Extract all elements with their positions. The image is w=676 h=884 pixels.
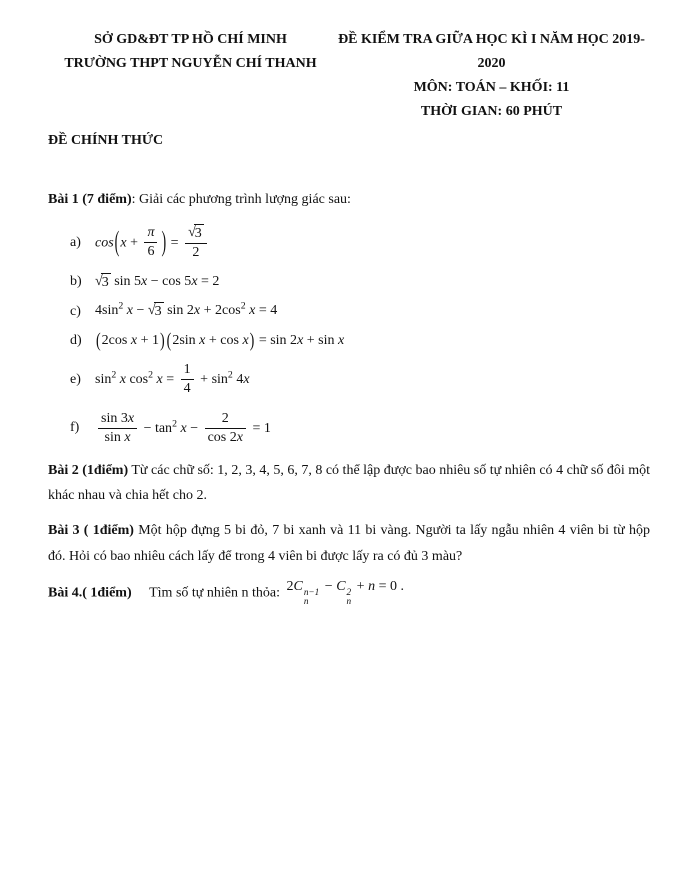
problem-3-text: Một hộp đựng 5 bi đỏ, 7 bi xanh và 11 bi vàng. Người ta lấy ngẫu nhiên 4 viên bi từ hộp đó. Hỏi có bao nhiêu cách lấy để trong 4 viên bi được lấy ra có đủ 3 màu? (48, 523, 650, 564)
math-t: sin 5 (110, 273, 142, 289)
math-t: − (132, 303, 148, 319)
math-sup: 2 (172, 417, 177, 429)
department-name: SỞ GD&ĐT TP HỒ CHÍ MINH (94, 32, 287, 47)
math-v: x (236, 429, 243, 445)
math-t: − (321, 578, 337, 594)
math-big: ( (114, 227, 120, 258)
math-v: x (127, 410, 135, 426)
equation-label: e) (70, 371, 81, 387)
math-t: 4sin (95, 303, 119, 319)
math-t: + 2cos (200, 303, 241, 319)
math-t: = (167, 234, 183, 250)
exam-subject: MÔN: TOÁN – KHỐI: 11 (413, 80, 570, 96)
math-v: x (126, 303, 133, 319)
equation-label: b) (70, 274, 82, 290)
equation-row-b (70, 273, 650, 292)
math-t: + 1 (137, 332, 159, 348)
problem-3 (48, 518, 650, 568)
equation-math (95, 302, 277, 321)
equation-row-a (70, 224, 650, 262)
math-v: cos (95, 234, 114, 250)
equation-row-f (70, 410, 650, 447)
math-sqrt: √ 3 (95, 273, 109, 290)
math-sqrt: √ 3 (188, 224, 204, 243)
equation-row-e (70, 361, 650, 398)
math-t: 6 (147, 244, 155, 260)
math-v: x (338, 332, 345, 348)
math-ss: n−1 n (303, 586, 320, 607)
math-t: + (353, 578, 369, 594)
math-t: = (162, 372, 178, 388)
math-t: = 2 (197, 273, 220, 289)
math-v: x (119, 372, 126, 388)
school-header (48, 28, 333, 124)
equation-math (95, 361, 250, 398)
math-v: x (249, 303, 256, 319)
math-t: − cos 5 (147, 273, 192, 289)
math-t: + sin (303, 332, 339, 348)
math-big: ) (249, 330, 255, 352)
math-big: ( (166, 330, 172, 352)
math-t: 3 (101, 274, 109, 290)
math-t: cos 2 (207, 429, 237, 445)
math-frac (185, 224, 207, 262)
math-t: = 1 (248, 420, 271, 436)
equation-math (95, 332, 344, 350)
official-exam-label: ĐỀ CHÍNH THỨC (48, 133, 164, 149)
math-t: − tan (140, 420, 173, 436)
problem-4-math (286, 579, 404, 607)
math-t: = 4 (255, 303, 278, 319)
math-t: 2sin (172, 332, 200, 348)
exam-title: ĐỀ KIỂM TRA GIỮA HỌC KÌ I NĂM HỌC 2019-2020 (338, 32, 645, 72)
math-big: ( (96, 330, 101, 352)
math-v: x (120, 234, 127, 250)
math-sqrt: √ 3 (147, 303, 162, 320)
math-v: x (156, 372, 163, 388)
school-name: TRƯỜNG THPT NGUYỄN CHÍ THANH (64, 56, 317, 72)
math-sup: 2 (227, 369, 233, 381)
math-v: C (293, 578, 303, 594)
exam-title-block (333, 28, 650, 124)
math-t: sin (104, 429, 125, 445)
math-v: x (141, 273, 148, 289)
math-t: 3 (154, 304, 162, 320)
math-v: n (368, 578, 376, 594)
math-frac (181, 361, 194, 398)
problem-3-label: Bài 3 ( 1điểm) (48, 523, 134, 539)
math-v: x (180, 420, 187, 436)
math-frac (98, 410, 137, 447)
math-t: = 0 . (375, 578, 404, 594)
problem-4 (48, 579, 650, 607)
math-v: π (147, 225, 155, 240)
math-sup: 2 (240, 300, 246, 312)
math-t: + cos (205, 332, 243, 348)
math-t: sin (95, 372, 112, 388)
math-t: 1 (183, 362, 191, 378)
equation-list (70, 224, 650, 447)
math-t: 4 (232, 372, 244, 388)
equation-math (95, 273, 219, 292)
math-sup: 2 (118, 300, 124, 312)
equation-row-c (70, 302, 650, 321)
math-ss: 2 n (346, 586, 352, 607)
math-v: x (193, 303, 201, 319)
math-v: x (297, 332, 304, 348)
math-sup: 2 (148, 369, 154, 381)
math-t: cos (125, 372, 149, 388)
math-frac (144, 224, 157, 261)
equation-label: f) (70, 420, 80, 436)
problem-1-label: Bài 1 (7 điểm) (48, 192, 132, 208)
math-v: x (124, 429, 131, 445)
math-v: x (191, 273, 198, 289)
math-t: + (126, 234, 142, 250)
math-v: x (243, 372, 250, 388)
exam-duration: THỜI GIAN: 60 PHÚT (420, 104, 563, 120)
math-t: 2 (192, 244, 200, 260)
problem-4-label: Bài 4.( 1điểm) (48, 585, 132, 601)
problem-4-text: Tìm số tự nhiên n thỏa: (149, 585, 284, 601)
math-t: + sin (196, 372, 228, 388)
math-t: 3 (194, 225, 202, 241)
equation-label: a) (70, 234, 81, 250)
equation-row-d (70, 332, 650, 350)
math-t: − (186, 420, 202, 436)
math-v: C (336, 578, 346, 594)
math-t: = sin 2 (255, 332, 298, 348)
problem-1-heading (48, 187, 650, 212)
math-sup: 2 (111, 369, 117, 381)
problem-2-text: Từ các chữ số: 1, 2, 3, 4, 5, 6, 7, 8 có thể lập được bao nhiêu số tự nhiên có 4 chữ số đôi một khác nhau và chia hết cho 2. (48, 462, 651, 504)
math-t: sin 2 (163, 303, 194, 319)
problem-2 (48, 458, 650, 508)
exam-header (48, 28, 650, 124)
math-t: 4 (183, 381, 191, 397)
equation-label: c) (70, 303, 81, 319)
math-t: 2 (221, 410, 229, 426)
problem-2-label: Bài 2 (1điểm) (48, 462, 129, 478)
math-v: x (242, 332, 249, 348)
math-t: 2cos (101, 332, 131, 348)
equation-math (95, 224, 210, 262)
math-v: x (130, 332, 138, 348)
math-frac (205, 410, 246, 447)
math-big: ) (159, 330, 165, 352)
equation-math (95, 410, 271, 447)
problem-1-intro: : Giải các phương trình lượng giác sau: (131, 192, 351, 208)
math-big: ) (161, 227, 167, 258)
math-t: 2 (286, 578, 294, 594)
math-t: sin 3 (101, 410, 128, 426)
equation-label: d) (70, 333, 82, 349)
math-v: x (199, 332, 206, 348)
